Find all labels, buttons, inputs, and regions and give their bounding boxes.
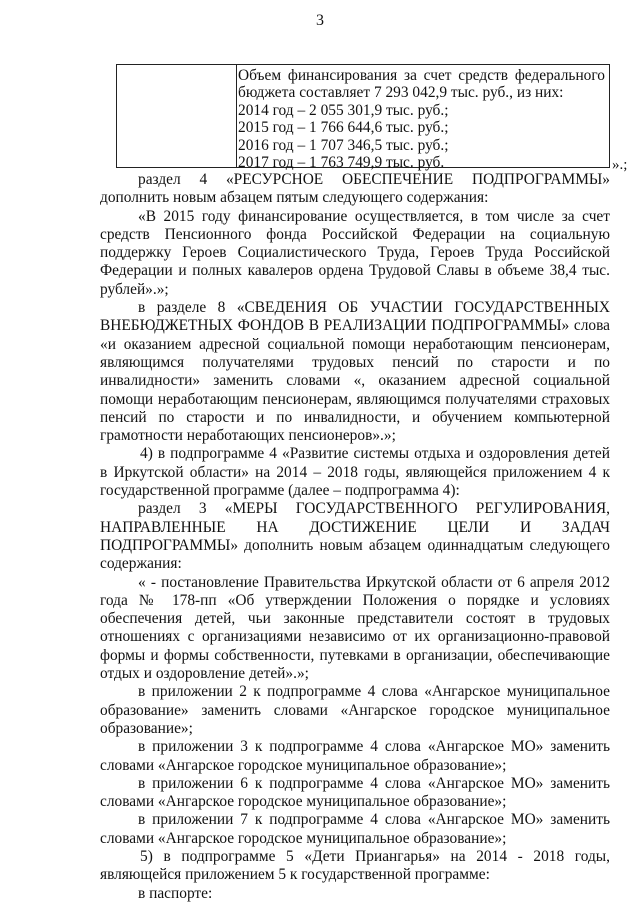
table-closing-quote: ».; [612, 157, 628, 173]
table-line: 2015 год – 1 766 644,6 тыс. руб.; [238, 119, 449, 137]
paragraph-subprogram4: 4) в подпрограмме 4 «Развитие системы отдыха и оздоровления детей в Иркутской области» на 2014 – 2018 годы, являющейся приложением 4 к государственной программе (далее – подпрограмма 4): [100, 445, 610, 500]
paragraph-passport: в паспорте: [138, 884, 213, 902]
financing-table [116, 64, 610, 172]
paragraph-subprogram5: 5) в подпрограмме 5 «Дети Приангарья» на 2014 - 2018 годы, являющейся приложением 5 к государственной программе: [100, 847, 610, 884]
paragraph-section4-heading: раздел 4 «РЕСУРСНОЕ ОБЕСПЕЧЕНИЕ ПОДПРОГРАММЫ» [138, 171, 610, 188]
paragraph-section4-continuation: дополнить новым абзацем пятым следующего содержания: [100, 189, 489, 207]
paragraph-appendix2: в приложении 2 к подпрограмме 4 слова «Ангарское муниципальное образование» заменить словами «Ангарское городское муниципальное образование»; [100, 683, 610, 737]
page-number: 3 [316, 12, 324, 29]
paragraph-resolution-quote: « - постановление Правительства Иркутской области от 6 апреля 2012 года № 178-пп «Об утверждении Положения о порядке и условиях обеспечения детей, чьи законные представители состоят в трудовых отношениях с организациями независимо от их организационно-правовой формы и формы собственности, путевками в организации, обеспечивающие отдых и оздоровление детей».»; [100, 573, 610, 683]
table-empty-cell [117, 65, 237, 167]
paragraph-section3: раздел 3 «МЕРЫ ГОСУДАРСТВЕННОГО РЕГУЛИРОВАНИЯ, НАПРАВЛЕННЫЕ НА ДОСТИЖЕНИЕ ЦЕЛИ И ЗАДАЧ ПОДПРОГРАММЫ» дополнить новым абзацем одиннадцатым следующего содержания: [100, 500, 610, 573]
table-line: 2017 год – 1 763 749,9 тыс. руб. [238, 154, 445, 172]
paragraph-appendix6: в приложении 6 к подпрограмме 4 слова «Ангарское МО» заменить словами «Ангарское городское муниципальное образование»; [100, 774, 610, 811]
document-body [100, 171, 610, 903]
table-line: Объем финансирования за счет средств федерального [238, 67, 605, 84]
table-line: 2016 год – 1 707 346,5 тыс. руб.; [238, 136, 449, 154]
paragraph-appendix3: в приложении 3 к подпрограмме 4 слова «Ангарское МО» заменить словами «Ангарское городское муниципальное образование»; [100, 738, 610, 774]
table-line: бюджета составляет 7 293 042,9 тыс. руб., из них: [238, 84, 564, 102]
paragraph-section8: в разделе 8 «СВЕДЕНИЯ ОБ УЧАСТИИ ГОСУДАРСТВЕННЫХ ВНЕБЮДЖЕТНЫХ ФОНДОВ В РЕАЛИЗАЦИИ ПОДПРОГРАММЫ» слова «и оказанием адресной социальной помощи неработающим пенсионерам, являющимся получателями трудовых пенсий по старости и по инвалидности» заменить словами «, оказанием адресной социальной помощи неработающим пенсионерам, являющимся получателями страховых пенсий по старости и по инвалидности, и обучением компьютерной грамотности неработающих пенсионеров».»; [100, 299, 610, 445]
table-line: 2014 год – 2 055 301,9 тыс. руб.; [238, 101, 449, 119]
paragraph-quote-2015: «В 2015 году финансирование осуществляется, в том числе за счет средств Пенсионного фонда Российской Федерации на социальную поддержку Героев Социалистического Труда, Героев Труда Российской Федерации и полных кавалеров ордена Трудовой Славы в объеме 38,4 тыс. рублей».»; [100, 207, 610, 298]
table-financing-cell [238, 67, 605, 171]
paragraph-appendix7: в приложении 7 к подпрограмме 4 слова «Ангарское МО» заменить словами «Ангарское городское муниципальное образование»; [100, 811, 610, 847]
